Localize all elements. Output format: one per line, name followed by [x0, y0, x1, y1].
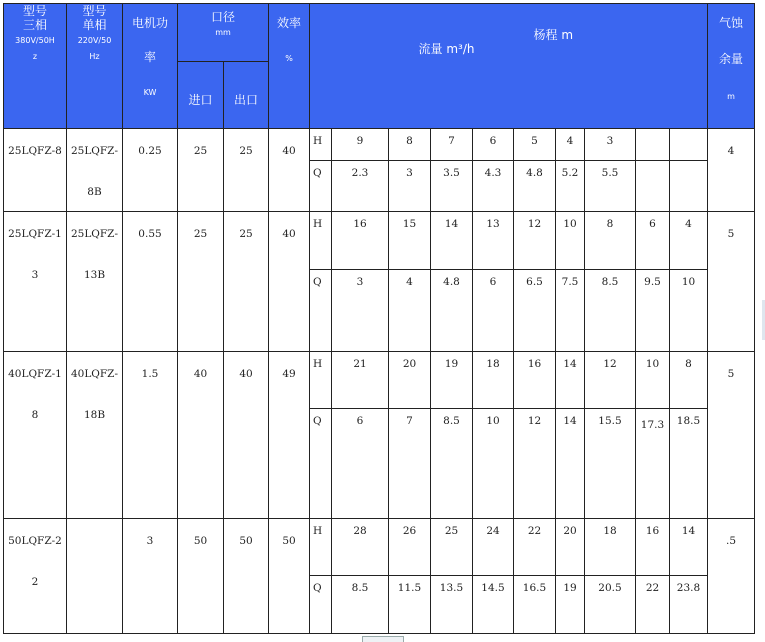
h-value: 8: [389, 129, 431, 161]
h-value: 6: [636, 212, 670, 270]
efficiency-cell: 50: [269, 519, 310, 634]
model-3phase-cell: 25LQFZ-8: [4, 129, 67, 212]
h-value: 16: [636, 519, 670, 576]
npsh-cell: 5: [708, 352, 755, 519]
h-value: 13: [473, 212, 514, 270]
model-1phase-cell: 40LQFZ- 18B: [67, 352, 123, 519]
h-value: 20: [389, 352, 431, 409]
q-value: 4.8: [431, 270, 473, 352]
q-value: 10: [473, 409, 514, 519]
inlet-cell: 40: [178, 352, 224, 519]
inlet-cell: 25: [178, 129, 224, 212]
outlet-cell: 25: [224, 129, 269, 212]
q-value: 3: [389, 161, 431, 212]
h-value: 6: [473, 129, 514, 161]
h-value: 14: [670, 519, 708, 576]
h-value: 14: [431, 212, 473, 270]
q-label: Q: [310, 161, 332, 212]
h-value: 4: [670, 212, 708, 270]
h-value: 15: [389, 212, 431, 270]
pump-spec-table: [3, 3, 755, 634]
h-value: 14: [556, 352, 585, 409]
h-value: 25: [431, 519, 473, 576]
h-value: [636, 129, 670, 161]
h-value: 8: [670, 352, 708, 409]
efficiency-cell: 40: [269, 212, 310, 352]
q-value: 19: [556, 576, 585, 634]
npsh-cell: 5: [708, 212, 755, 352]
h-value: 19: [431, 352, 473, 409]
header-motor-power: 电机功 率 KW: [123, 4, 178, 129]
header-caliber: 口径 mm: [178, 4, 269, 62]
h-value: 8: [585, 212, 636, 270]
q-value: 3: [332, 270, 389, 352]
q-value: 7: [389, 409, 431, 519]
q-value: [670, 161, 708, 212]
q-label: Q: [310, 270, 332, 352]
h-label: H: [310, 352, 332, 409]
q-value: 18.5: [670, 409, 708, 519]
header-model-3phase: 型号 三相 380V/50H z: [4, 4, 67, 129]
h-value: 9: [332, 129, 389, 161]
model-3phase-cell: 25LQFZ-1 3: [4, 212, 67, 352]
h-value: 10: [636, 352, 670, 409]
h-label: H: [310, 129, 332, 161]
table-row: [4, 212, 755, 270]
header-npsh: 气蚀 余量 m: [708, 4, 755, 129]
h-value: 12: [514, 212, 556, 270]
q-value: 17.3: [636, 409, 670, 519]
outlet-cell: 40: [224, 352, 269, 519]
outlet-cell: 50: [224, 519, 269, 634]
h-value: 24: [473, 519, 514, 576]
table-row: [4, 129, 755, 161]
header-efficiency: 效率 %: [269, 4, 310, 129]
model-3phase-cell: 40LQFZ-1 8: [4, 352, 67, 519]
q-value: 15.5: [585, 409, 636, 519]
model-1phase-cell: 25LQFZ- 8B: [67, 129, 123, 212]
npsh-cell: 4: [708, 129, 755, 212]
power-cell: 0.25: [123, 129, 178, 212]
q-value: 14: [556, 409, 585, 519]
q-value: 14.5: [473, 576, 514, 634]
h-value: 16: [332, 212, 389, 270]
q-value: 12: [514, 409, 556, 519]
efficiency-cell: 40: [269, 129, 310, 212]
q-value: [636, 161, 670, 212]
q-value: 20.5: [585, 576, 636, 634]
h-value: 5: [514, 129, 556, 161]
q-value: 4.8: [514, 161, 556, 212]
header-model-1phase: 型号 单相 220V/50 Hz: [67, 4, 123, 129]
header-outlet: 出口: [224, 62, 269, 129]
power-cell: 1.5: [123, 352, 178, 519]
h-value: 4: [556, 129, 585, 161]
h-label: H: [310, 212, 332, 270]
h-value: 7: [431, 129, 473, 161]
h-label: H: [310, 519, 332, 576]
power-cell: 0.55: [123, 212, 178, 352]
q-value: 22: [636, 576, 670, 634]
q-value: 9.5: [636, 270, 670, 352]
power-cell: 3: [123, 519, 178, 634]
h-value: 18: [473, 352, 514, 409]
h-value: [670, 129, 708, 161]
efficiency-cell: 49: [269, 352, 310, 519]
q-value: 6: [332, 409, 389, 519]
h-value: 20: [556, 519, 585, 576]
model-3phase-cell: 50LQFZ-2 2: [4, 519, 67, 634]
q-value: 16.5: [514, 576, 556, 634]
npsh-cell: .5: [708, 519, 755, 634]
q-value: 2.3: [332, 161, 389, 212]
q-value: 8.5: [585, 270, 636, 352]
h-value: 16: [514, 352, 556, 409]
model-1phase-cell: [67, 519, 123, 634]
q-label: Q: [310, 576, 332, 634]
q-value: 13.5: [431, 576, 473, 634]
q-label: Q: [310, 409, 332, 519]
h-value: 26: [389, 519, 431, 576]
inlet-cell: 50: [178, 519, 224, 634]
q-value: 8.5: [431, 409, 473, 519]
h-value: 3: [585, 129, 636, 161]
q-value: 4: [389, 270, 431, 352]
q-value: 8.5: [332, 576, 389, 634]
q-value: 4.3: [473, 161, 514, 212]
header-head-flow: 杨程 m 流量 m³/h: [310, 4, 708, 129]
q-value: 7.5: [556, 270, 585, 352]
table-row: [4, 519, 755, 576]
h-value: 18: [585, 519, 636, 576]
horizontal-scrollbar-fragment[interactable]: [362, 636, 404, 642]
q-value: 11.5: [389, 576, 431, 634]
q-value: 5.2: [556, 161, 585, 212]
q-value: 5.5: [585, 161, 636, 212]
h-value: 28: [332, 519, 389, 576]
header-inlet: 进口: [178, 62, 224, 129]
outlet-cell: 25: [224, 212, 269, 352]
h-value: 10: [556, 212, 585, 270]
h-value: 12: [585, 352, 636, 409]
q-value: 23.8: [670, 576, 708, 634]
q-value: 6: [473, 270, 514, 352]
inlet-cell: 25: [178, 212, 224, 352]
h-value: 22: [514, 519, 556, 576]
q-value: 6.5: [514, 270, 556, 352]
model-1phase-cell: 25LQFZ- 13B: [67, 212, 123, 352]
q-value: 3.5: [431, 161, 473, 212]
table-row: [4, 352, 755, 409]
h-value: 21: [332, 352, 389, 409]
q-value: 10: [670, 270, 708, 352]
